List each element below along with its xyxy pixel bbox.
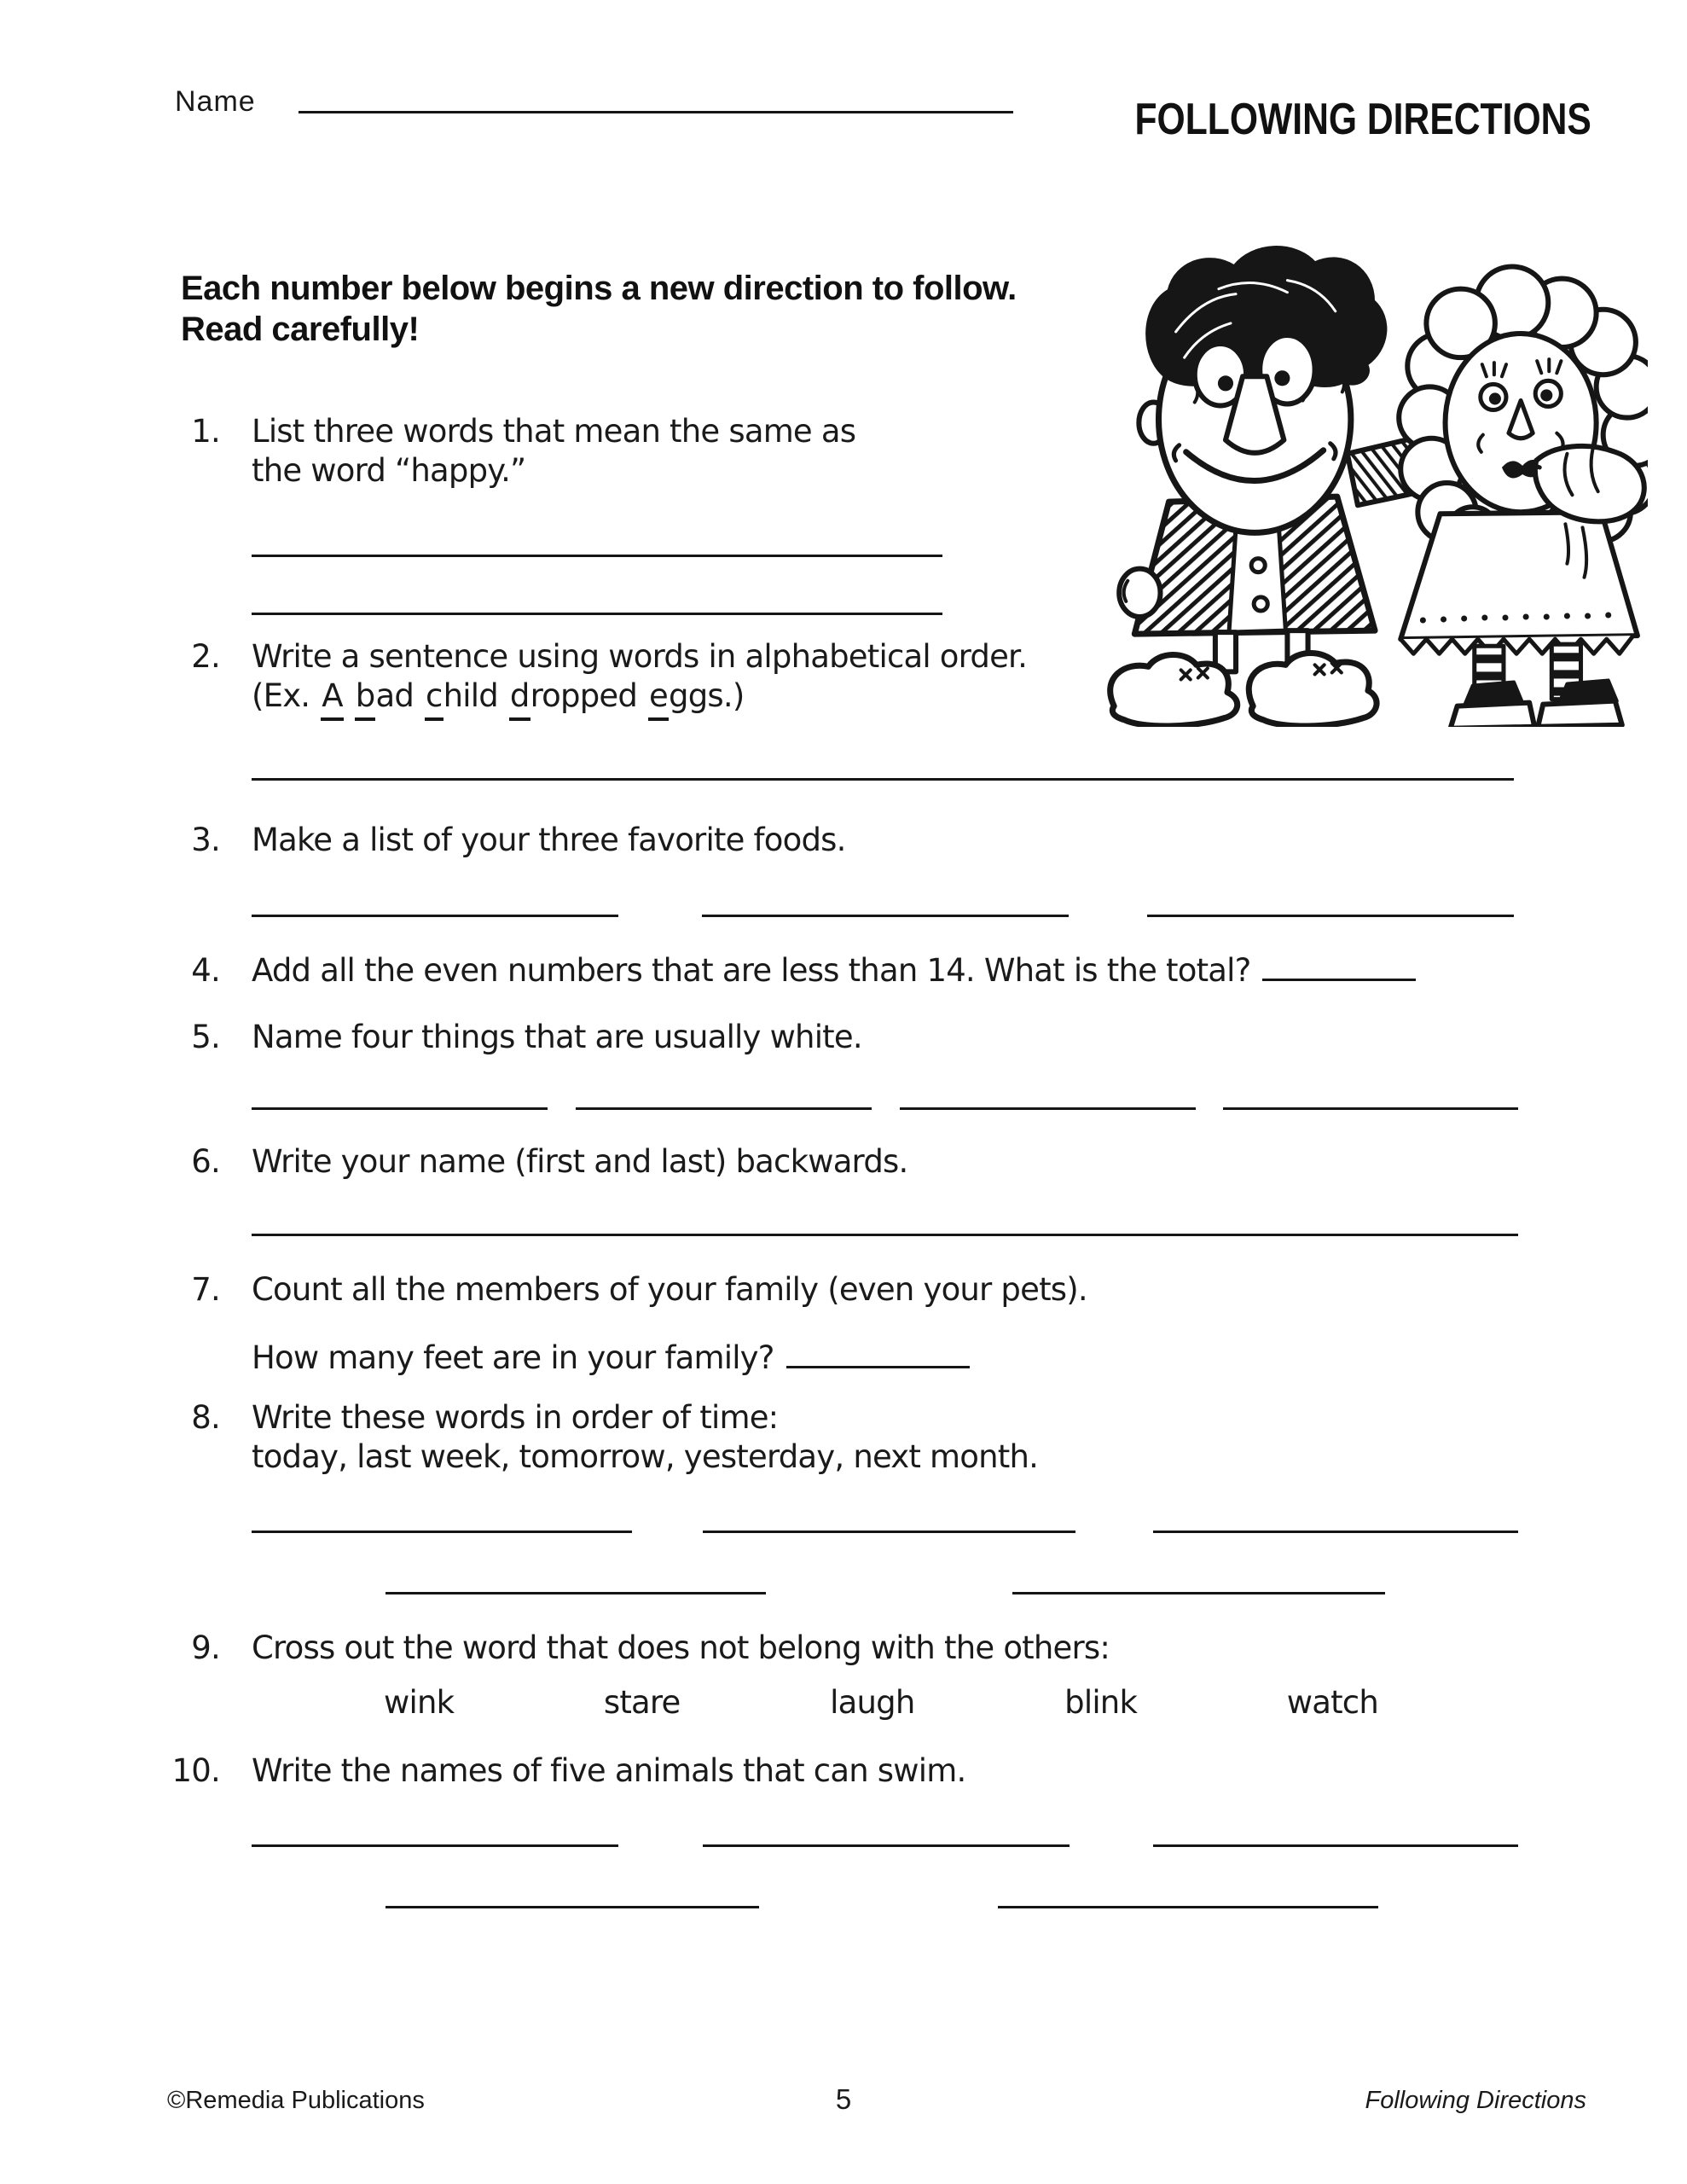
- answer-blank: [1262, 953, 1416, 981]
- write-line: [252, 778, 1514, 781]
- question-text: Write the names of five animals that can swim.: [252, 1752, 966, 1789]
- write-line: [252, 613, 942, 615]
- question-3: [154, 821, 1552, 860]
- footer-copyright: ©Remedia Publications: [167, 2087, 425, 2114]
- write-line: [702, 915, 1069, 917]
- question-text: How many feet are in your family?: [252, 1339, 774, 1376]
- question-number: 3.: [191, 822, 220, 858]
- choices-row: [384, 1684, 1378, 1721]
- question-text: the word “happy.”: [252, 452, 526, 489]
- question-number: 9.: [191, 1629, 220, 1666]
- name-write-line: [299, 78, 1013, 113]
- question-9: [154, 1629, 1552, 1668]
- underlined-letter: b: [355, 677, 376, 721]
- question-1: [154, 412, 1552, 491]
- question-text: List three words that mean the same as: [252, 413, 856, 450]
- footer-series-title: Following Directions: [1365, 2087, 1586, 2114]
- underlined-letter: d: [509, 677, 530, 721]
- write-line: [1012, 1592, 1385, 1594]
- question-number: 4.: [191, 952, 220, 989]
- choice-word: watch: [1286, 1684, 1378, 1721]
- question-number: 5.: [191, 1019, 220, 1055]
- question-6: [154, 1142, 1552, 1182]
- question-text: Cross out the word that does not belong with the others:: [252, 1629, 1110, 1666]
- write-line: [1223, 1107, 1518, 1110]
- write-line: [900, 1107, 1196, 1110]
- question-text: Make a list of your three favorite foods.: [252, 822, 846, 858]
- underlined-letter: c: [425, 677, 443, 721]
- choice-word: blink: [1064, 1684, 1138, 1721]
- write-line: [703, 1531, 1075, 1533]
- write-line: [1153, 1844, 1518, 1847]
- footer-page-number: 5: [835, 2083, 852, 2115]
- question-number: 10.: [171, 1752, 220, 1789]
- page-title: FOLLOWING DIRECTIONS: [1134, 95, 1591, 144]
- question-number: 6.: [191, 1143, 220, 1180]
- question-5: [154, 1018, 1552, 1057]
- write-line: [252, 1107, 548, 1110]
- question-text: today, last week, tomorrow, yesterday, next month.: [252, 1438, 1039, 1475]
- write-line: [386, 1592, 766, 1594]
- question-text: Name four things that are usually white.: [252, 1019, 862, 1055]
- question-number: 8.: [191, 1399, 220, 1436]
- write-line: [576, 1107, 872, 1110]
- write-line: [998, 1906, 1378, 1908]
- name-label: Name: [175, 85, 256, 118]
- intro-line-2: Read carefully!: [181, 311, 420, 348]
- underlined-letter: A: [321, 677, 344, 721]
- write-line: [703, 1844, 1070, 1847]
- write-line: [252, 915, 618, 917]
- question-number: 1.: [191, 413, 220, 450]
- write-line: [1147, 915, 1514, 917]
- question-4: [154, 951, 1552, 990]
- question-8: [154, 1398, 1552, 1477]
- write-line: [386, 1906, 759, 1908]
- question-text: Add all the even numbers that are less than 14. What is the total?: [252, 952, 1251, 989]
- write-line: [1153, 1531, 1518, 1533]
- write-line: [252, 555, 942, 557]
- choice-word: wink: [384, 1684, 455, 1721]
- question-number: 7.: [191, 1271, 220, 1308]
- choice-word: laugh: [830, 1684, 915, 1721]
- question-text: Write your name (first and last) backwards.: [252, 1143, 908, 1180]
- intro-text: [181, 268, 1017, 350]
- write-line: [252, 1531, 632, 1533]
- write-line: [252, 1844, 618, 1847]
- question-text: Write these words in order of time:: [252, 1399, 779, 1436]
- question-example: (Ex. A bad child dropped eggs.): [252, 677, 1552, 721]
- question-number: 2.: [191, 638, 220, 675]
- underlined-letter: e: [648, 677, 669, 721]
- question-10: [154, 1751, 1552, 1791]
- answer-blank: [786, 1340, 970, 1368]
- question-text: Write a sentence using words in alphabetical order.: [252, 638, 1028, 675]
- question-2: [154, 637, 1552, 721]
- intro-line-1: Each number below begins a new direction to follow.: [181, 270, 1017, 307]
- write-line: [252, 1234, 1518, 1236]
- choice-word: stare: [603, 1684, 681, 1721]
- question-7: [154, 1270, 1552, 1378]
- question-text: Count all the members of your family (even your pets).: [252, 1271, 1087, 1308]
